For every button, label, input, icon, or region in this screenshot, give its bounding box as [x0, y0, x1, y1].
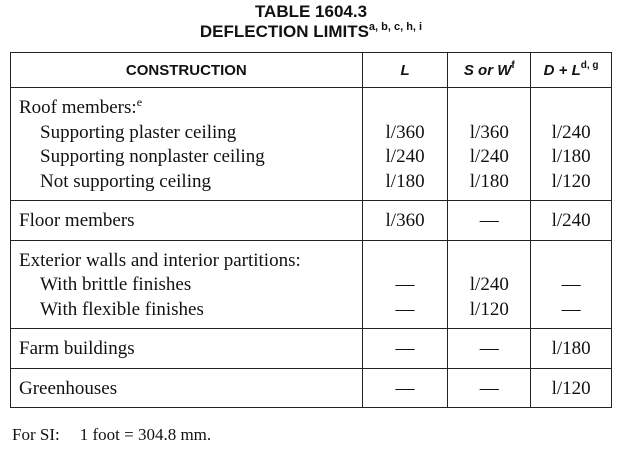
header-construction: CONSTRUCTION — [11, 53, 363, 88]
farm-L: — — [395, 338, 415, 359]
floor-SW: — — [479, 210, 499, 231]
floor-DL: l/240 — [551, 210, 591, 231]
header-SW — [448, 53, 531, 88]
walls-row-2-L: — — [395, 298, 415, 320]
cell-green-L — [362, 368, 448, 408]
deflection-limits-table — [10, 52, 612, 408]
roof-row-1-SW: l/360 — [469, 121, 509, 143]
roof-row-2-DL: l/180 — [551, 146, 591, 167]
walls-row-1-label: With brittle finishes — [40, 274, 192, 295]
row-floor-members — [11, 201, 612, 241]
cell-green-SW — [448, 368, 531, 408]
table-subtitle-text: DEFLECTION LIMITS — [199, 22, 369, 41]
header-row — [11, 53, 612, 88]
floor-label: Floor members — [19, 210, 135, 231]
roof-row-2-L: l/240 — [385, 146, 425, 167]
cell-roof-L — [362, 88, 448, 201]
header-SW-note: f — [511, 59, 515, 71]
roof-row-3-L: l/180 — [385, 170, 425, 192]
header-DL-note: d, g — [580, 59, 599, 71]
green-DL: l/120 — [551, 377, 591, 399]
header-DL-text: D + L — [543, 61, 581, 79]
roof-row-1-DL: l/240 — [551, 121, 591, 143]
walls-row-1-DL: — — [561, 274, 581, 295]
cell-walls-SW — [448, 240, 531, 329]
floor-L: l/360 — [385, 210, 425, 231]
green-SW: — — [479, 377, 499, 399]
farm-label: Farm buildings — [19, 338, 135, 359]
cell-walls-DL — [531, 240, 612, 329]
roof-row-3-SW: l/180 — [469, 170, 509, 192]
roof-label-text: Roof members: — [19, 97, 137, 118]
roof-row-1-L: l/360 — [385, 121, 425, 143]
roof-row-2-label: Supporting nonplaster ceiling — [40, 146, 265, 167]
cell-floor-SW — [448, 201, 531, 241]
farm-SW: — — [479, 338, 499, 359]
cell-roof-DL — [531, 88, 612, 201]
table-title: TABLE 1604.3 — [254, 2, 368, 21]
table-subtitle-footnotes: a, b, c, h, i — [368, 21, 423, 33]
table-footnote — [12, 425, 211, 445]
walls-row-2-label: With flexible finishes — [40, 298, 204, 320]
walls-row-1-L: — — [395, 274, 415, 295]
roof-label — [19, 96, 362, 121]
cell-farm-construction — [11, 329, 363, 369]
roof-row-3-DL: l/120 — [551, 170, 591, 192]
table-subtitle — [0, 22, 622, 42]
walls-label: Exterior walls and interior partitions: — [19, 249, 301, 271]
footnote-prefix: For SI: — [12, 425, 60, 444]
row-greenhouses — [11, 368, 612, 408]
cell-farm-SW — [448, 329, 531, 369]
footnote-text: 1 foot = 304.8 mm. — [79, 425, 212, 444]
roof-row-2-SW: l/240 — [469, 146, 509, 167]
green-L: — — [395, 377, 415, 399]
walls-row-2-SW: l/120 — [469, 298, 509, 320]
cell-green-construction — [11, 368, 363, 408]
cell-farm-DL — [531, 329, 612, 369]
cell-floor-L — [362, 201, 448, 241]
cell-farm-L — [362, 329, 448, 369]
cell-walls-L — [362, 240, 448, 329]
cell-floor-construction — [11, 201, 363, 241]
cell-walls-construction — [11, 240, 363, 329]
row-roof-members — [11, 88, 612, 201]
farm-DL: l/180 — [551, 338, 591, 359]
header-SW-text: S or W — [463, 61, 512, 79]
walls-row-1-SW: l/240 — [469, 274, 509, 295]
roof-row-3-label: Not supporting ceiling — [40, 170, 211, 192]
header-DL — [531, 53, 612, 88]
walls-row-2-DL: — — [561, 298, 581, 320]
cell-roof-construction — [11, 88, 363, 201]
header-L: L — [362, 53, 448, 88]
row-farm-buildings — [11, 329, 612, 369]
green-label: Greenhouses — [19, 377, 118, 399]
row-exterior-walls — [11, 240, 612, 329]
cell-floor-DL — [531, 201, 612, 241]
cell-roof-SW — [448, 88, 531, 201]
cell-green-DL — [531, 368, 612, 408]
roof-row-1-label: Supporting plaster ceiling — [40, 121, 237, 143]
roof-label-note: e — [136, 95, 143, 109]
